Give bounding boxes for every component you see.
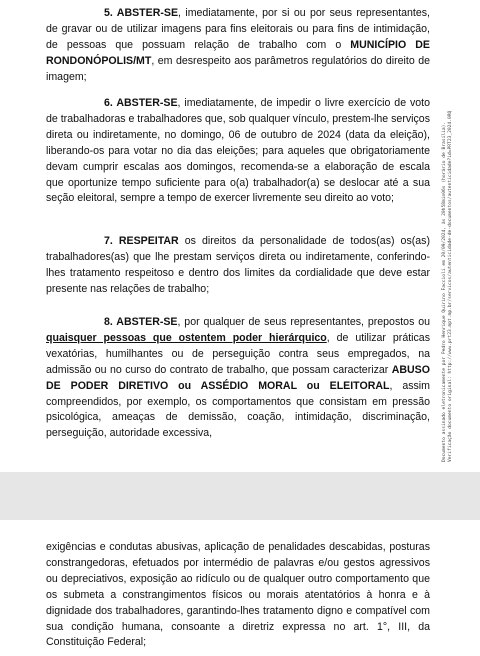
clause-5-text: , imediatamente, por si ou por seus representantes, de gravar ou de utilizar imagens para fins eleitorais ou para fins de intimidação, de pessoas que possuam relação de trabalho com o — [46, 7, 430, 51]
signature-line-2: Verificação documento original: http://www.prt23.mpt.mp.br/servicos/autenticidade-de-documentos/autenticidade?id=PRT23_2024.0RQ — [448, 110, 453, 462]
clause-8-continuation: exigências e condutas abusivas, aplicação de penalidades descabidas, posturas constrangedoras, efetuados por intermédio de palavras e/ou gestos agressivos ou depreciativos, exposição ao ridículo ou de qualquer outro comportamento que os submeta a constrangimentos físicos ou morais atentatórios à honra e à dignidade dos trabalhadores, garantindo-lhes tratamento digno e compatível com sua condição humana, consoante a diretriz expressa no art. 1°, III, da Constituição Federal; — [46, 541, 430, 649]
clause-6-number: 6. ABSTER-SE — [104, 97, 178, 109]
electronic-signature-stamp — [438, 10, 478, 470]
clause-8-underlined: quaisquer pessoas que ostentem poder hierárquico — [46, 331, 327, 344]
clause-5-number: 5. ABSTER-SE — [104, 7, 179, 19]
clause-6 — [46, 96, 430, 207]
clause-8-abuse: ABUSO DE PODER DIRETIVO ou ASSÉDIO MORAL ou ELEITORAL — [46, 363, 430, 392]
clause-7-number: 7. RESPEITAR — [104, 235, 179, 247]
clause-8-number: 8. ABSTER-SE — [104, 316, 178, 328]
clause-7 — [46, 234, 430, 298]
document-page-bottom — [0, 520, 480, 656]
clause-8-text-b: , de utilizar práticas vexatórias, humilhantes ou de perseguição contra seus empregados, na admissão ou no curso do contrato de trabalho, que possam caracterizar — [46, 331, 430, 376]
clause-8 — [46, 315, 430, 442]
clause-7-text: os direitos da personalidade de todos(as) os(as) trabalhadores(as) que lhe prestam serviços direta ou indiretamente, conferindo-lhes tratamento respeitoso e dentro dos limites da cordialidade que deve estar presente nas relações de trabalho; — [46, 235, 430, 295]
page-gap — [0, 472, 480, 520]
clause-5 — [46, 6, 430, 86]
clause-5-text-end: , em desrespeito aos parâmetros regulatórios do direito de imagem; — [46, 54, 430, 83]
signature-line-1: Documento assinado eletronicamente por Pedro Henrique Quirino Faccioli em 20/09/2024, às 20h58min06s (horário de Brasília). — [442, 121, 447, 462]
clause-5-entity: MUNICÍPIO DE RONDONÓPOLIS/MT — [46, 38, 430, 67]
clause-6-text: , imediatamente, de impedir o livre exercício de voto de trabalhadoras e trabalhadores que, sob qualquer vínculo, prestem-lhe serviços direta ou indiretamente, no domingo, 06 de outubro de 2024 (data da eleição), liberando-os para votar no dia das eleições; para aqueles que obrigatoriamente devam cumprir escalas aos domingos, recomenda-se a elaboração de escala que oportunize tempo suficiente para o(a) trabalhador(a) se deslocar até a sua seção eleitoral, sempre a tempo de exercer livremente seu direito ao voto; — [46, 97, 430, 205]
clause-8-text-c: , assim compreendidos, por exemplo, os comportamentos que consistam em pressão psicológica, ameaças de demissão, coação, intimidação, discriminação, perseguição, autoridade excessiva, — [46, 379, 430, 440]
clause-8-text-a: , por qualquer de seus representantes, prepostos ou — [177, 316, 431, 328]
